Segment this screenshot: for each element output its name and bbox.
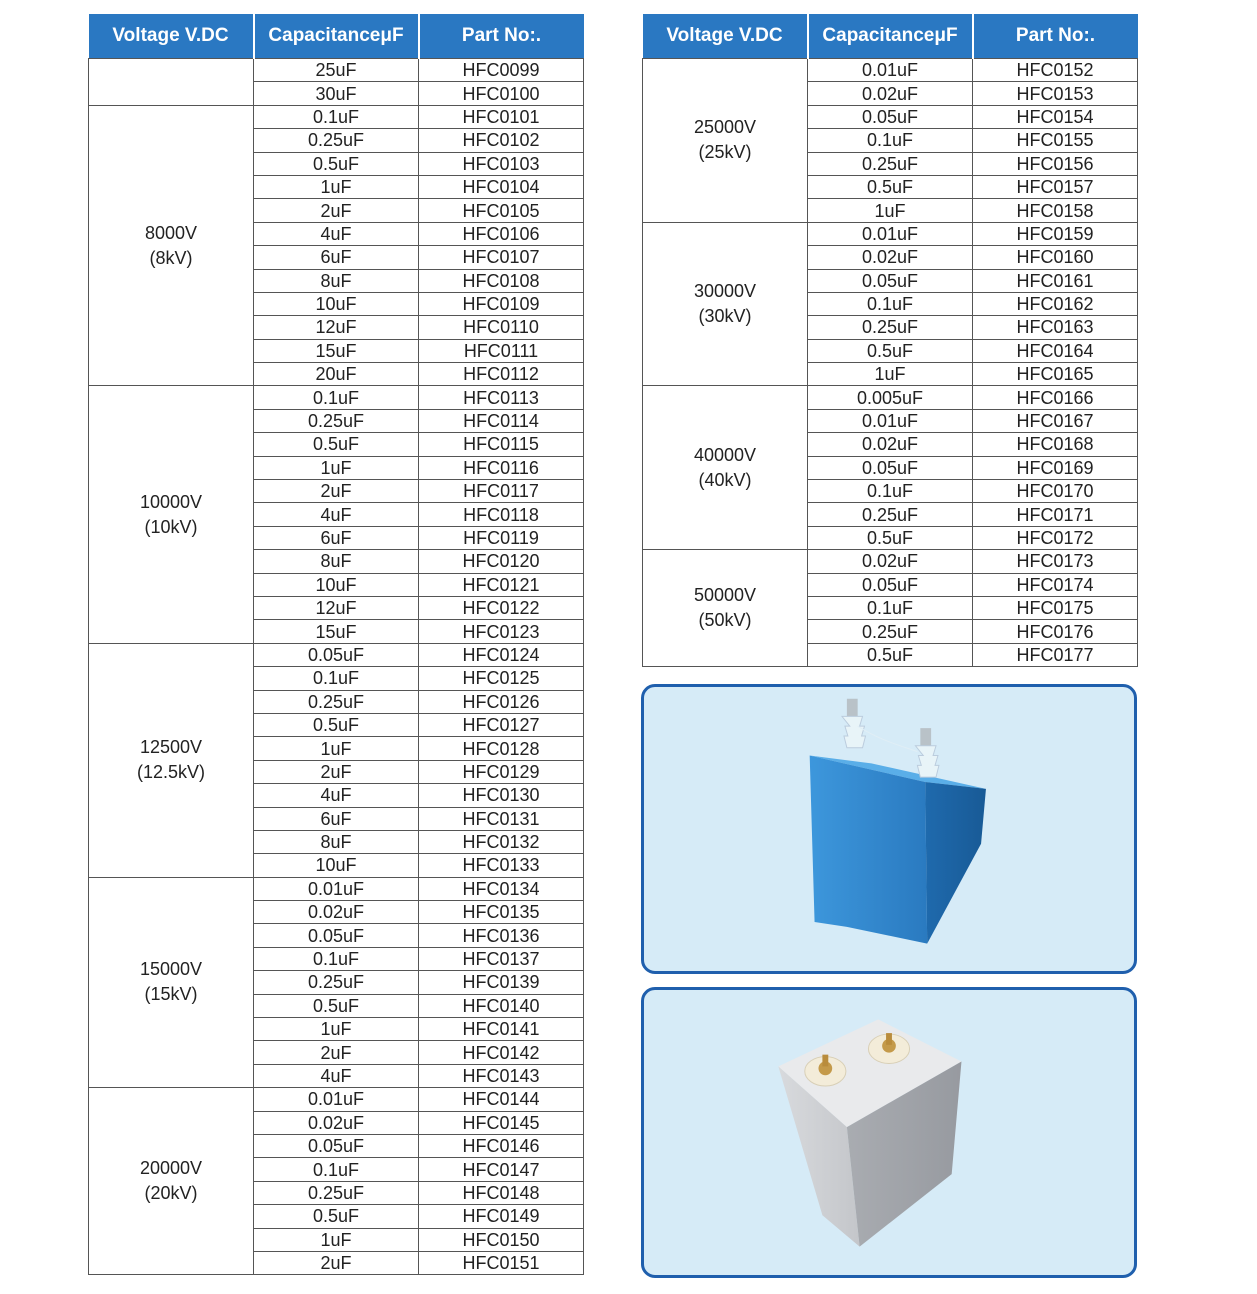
part-number-cell: HFC0177: [973, 643, 1138, 666]
voltage-kv: (8kV): [149, 247, 193, 268]
part-number-cell: HFC0156: [973, 152, 1138, 175]
table-row: [89, 59, 584, 82]
table-row: [89, 386, 584, 409]
part-number-cell: HFC0151: [419, 1251, 584, 1274]
part-number-cell: HFC0143: [419, 1064, 584, 1087]
voltage-value: 20000V: [139, 1158, 203, 1179]
left-spec-table: [88, 14, 584, 1275]
part-number-cell: HFC0111: [419, 339, 584, 362]
part-number-cell: HFC0172: [973, 526, 1138, 549]
part-number-cell: HFC0136: [419, 924, 584, 947]
capacitance-cell: 8uF: [254, 269, 419, 292]
capacitance-cell: 4uF: [254, 1064, 419, 1087]
part-number-cell: HFC0127: [419, 713, 584, 736]
part-number-cell: HFC0108: [419, 269, 584, 292]
part-number-cell: HFC0162: [973, 292, 1138, 315]
part-number-cell: HFC0161: [973, 269, 1138, 292]
voltage-cell: [89, 105, 254, 386]
part-number-cell: HFC0100: [419, 82, 584, 105]
capacitance-cell: 4uF: [254, 503, 419, 526]
voltage-cell: [89, 386, 254, 643]
capacitance-cell: 25uF: [254, 59, 419, 82]
part-number-cell: HFC0139: [419, 971, 584, 994]
capacitance-cell: 0.1uF: [808, 596, 973, 619]
voltage-value: 25000V: [693, 117, 757, 138]
part-number-cell: HFC0176: [973, 620, 1138, 643]
part-number-cell: HFC0121: [419, 573, 584, 596]
capacitance-cell: 0.25uF: [254, 409, 419, 432]
voltage-value: 10000V: [139, 491, 203, 512]
capacitance-cell: 0.05uF: [808, 269, 973, 292]
part-number-cell: HFC0144: [419, 1088, 584, 1111]
part-number-cell: HFC0099: [419, 59, 584, 82]
header-voltage: Voltage V.DC: [643, 14, 808, 59]
table-row: [643, 550, 1138, 573]
capacitance-cell: 10uF: [254, 292, 419, 315]
part-number-cell: HFC0125: [419, 667, 584, 690]
capacitance-cell: 6uF: [254, 807, 419, 830]
capacitance-cell: 1uF: [808, 363, 973, 386]
capacitance-cell: 0.01uF: [254, 1088, 419, 1111]
capacitance-cell: 0.5uF: [808, 175, 973, 198]
voltage-kv: (40kV): [698, 469, 752, 490]
table-row: [89, 105, 584, 128]
capacitance-cell: 4uF: [254, 222, 419, 245]
capacitance-cell: 0.25uF: [808, 503, 973, 526]
capacitance-cell: 0.005uF: [808, 386, 973, 409]
part-number-cell: HFC0158: [973, 199, 1138, 222]
capacitance-cell: 12uF: [254, 596, 419, 619]
capacitance-cell: 0.05uF: [808, 573, 973, 596]
header-voltage: Voltage V.DC: [89, 14, 254, 59]
capacitance-cell: 0.25uF: [808, 316, 973, 339]
table-row: [89, 1088, 584, 1111]
capacitance-cell: 1uF: [254, 1228, 419, 1251]
capacitance-cell: 0.02uF: [808, 246, 973, 269]
capacitance-cell: 0.25uF: [254, 971, 419, 994]
capacitance-cell: 0.05uF: [254, 643, 419, 666]
capacitance-cell: 1uF: [808, 199, 973, 222]
part-number-cell: HFC0124: [419, 643, 584, 666]
capacitance-cell: 1uF: [254, 456, 419, 479]
part-number-cell: HFC0107: [419, 246, 584, 269]
voltage-cell: [643, 59, 808, 223]
voltage-cell: [89, 1088, 254, 1275]
table-row: [89, 643, 584, 666]
capacitance-cell: 0.02uF: [808, 550, 973, 573]
part-number-cell: HFC0135: [419, 901, 584, 924]
part-number-cell: HFC0159: [973, 222, 1138, 245]
part-number-cell: HFC0130: [419, 784, 584, 807]
capacitance-cell: 6uF: [254, 246, 419, 269]
voltage-value: 8000V: [144, 222, 198, 243]
part-number-cell: HFC0112: [419, 363, 584, 386]
part-number-cell: HFC0164: [973, 339, 1138, 362]
part-number-cell: HFC0109: [419, 292, 584, 315]
part-number-cell: HFC0133: [419, 854, 584, 877]
voltage-value: 30000V: [693, 281, 757, 302]
part-number-cell: HFC0157: [973, 175, 1138, 198]
capacitance-cell: 0.5uF: [254, 1205, 419, 1228]
grey-capacitor-image: [644, 990, 1134, 1275]
capacitance-cell: 2uF: [254, 199, 419, 222]
part-number-cell: HFC0118: [419, 503, 584, 526]
capacitance-cell: 10uF: [254, 573, 419, 596]
part-number-cell: HFC0174: [973, 573, 1138, 596]
blue-capacitor-photo-panel: [641, 684, 1137, 974]
capacitance-cell: 0.02uF: [254, 1111, 419, 1134]
part-number-cell: HFC0148: [419, 1181, 584, 1204]
capacitance-cell: 2uF: [254, 1041, 419, 1064]
part-number-cell: HFC0150: [419, 1228, 584, 1251]
grey-capacitor-photo-panel: [641, 987, 1137, 1278]
capacitance-cell: 0.5uF: [254, 433, 419, 456]
voltage-kv: (12.5kV): [136, 762, 206, 783]
capacitance-cell: 0.1uF: [808, 480, 973, 503]
capacitance-cell: 0.1uF: [254, 105, 419, 128]
voltage-value: 50000V: [693, 585, 757, 606]
capacitance-cell: 2uF: [254, 480, 419, 503]
header-row: [643, 14, 1138, 59]
capacitance-cell: 1uF: [254, 1018, 419, 1041]
part-number-cell: HFC0168: [973, 433, 1138, 456]
voltage-cell: [89, 877, 254, 1088]
capacitance-cell: 20uF: [254, 363, 419, 386]
part-number-cell: HFC0147: [419, 1158, 584, 1181]
capacitance-cell: 0.1uF: [254, 667, 419, 690]
part-number-cell: HFC0166: [973, 386, 1138, 409]
part-number-cell: HFC0106: [419, 222, 584, 245]
part-number-cell: HFC0116: [419, 456, 584, 479]
capacitance-cell: 0.25uF: [808, 152, 973, 175]
capacitance-cell: 0.25uF: [808, 620, 973, 643]
capacitance-cell: 0.1uF: [254, 386, 419, 409]
capacitance-cell: 0.25uF: [254, 129, 419, 152]
capacitance-cell: 15uF: [254, 339, 419, 362]
part-number-cell: HFC0105: [419, 199, 584, 222]
capacitance-cell: 0.5uF: [254, 713, 419, 736]
part-number-cell: HFC0142: [419, 1041, 584, 1064]
voltage-value: 15000V: [139, 959, 203, 980]
part-number-cell: HFC0154: [973, 105, 1138, 128]
voltage-cell: [643, 550, 808, 667]
header-capacitance: CapacitanceμF: [808, 14, 973, 59]
right-table-body: [643, 59, 1138, 667]
capacitance-cell: 0.1uF: [254, 1158, 419, 1181]
capacitance-cell: 0.5uF: [808, 643, 973, 666]
capacitance-cell: 8uF: [254, 830, 419, 853]
part-number-cell: HFC0173: [973, 550, 1138, 573]
capacitance-cell: 0.5uF: [808, 526, 973, 549]
part-number-cell: HFC0101: [419, 105, 584, 128]
part-number-cell: HFC0145: [419, 1111, 584, 1134]
part-number-cell: HFC0153: [973, 82, 1138, 105]
part-number-cell: HFC0149: [419, 1205, 584, 1228]
part-number-cell: HFC0114: [419, 409, 584, 432]
voltage-kv: (30kV): [698, 306, 752, 327]
capacitance-cell: 0.02uF: [808, 82, 973, 105]
voltage-kv: (15kV): [144, 984, 198, 1005]
capacitance-cell: 0.05uF: [808, 105, 973, 128]
capacitance-cell: 0.02uF: [808, 433, 973, 456]
right-spec-table: [642, 14, 1138, 667]
capacitance-cell: 0.5uF: [254, 994, 419, 1017]
voltage-cell: [643, 222, 808, 386]
part-number-cell: HFC0160: [973, 246, 1138, 269]
capacitance-cell: 0.1uF: [808, 129, 973, 152]
left-table-body: [89, 59, 584, 1275]
capacitance-cell: 10uF: [254, 854, 419, 877]
table-row: [643, 386, 1138, 409]
part-number-cell: HFC0126: [419, 690, 584, 713]
capacitance-cell: 0.05uF: [254, 924, 419, 947]
part-number-cell: HFC0152: [973, 59, 1138, 82]
capacitance-cell: 2uF: [254, 760, 419, 783]
header-row: [89, 14, 584, 59]
part-number-cell: HFC0155: [973, 129, 1138, 152]
part-number-cell: HFC0117: [419, 480, 584, 503]
part-number-cell: HFC0110: [419, 316, 584, 339]
table-row: [89, 877, 584, 900]
voltage-kv: (25kV): [698, 142, 752, 163]
capacitance-cell: 0.01uF: [254, 877, 419, 900]
voltage-value: 12500V: [139, 737, 203, 758]
voltage-kv: (20kV): [144, 1183, 198, 1204]
part-number-cell: HFC0113: [419, 386, 584, 409]
part-number-cell: HFC0146: [419, 1134, 584, 1157]
table-row: [643, 222, 1138, 245]
part-number-cell: HFC0165: [973, 363, 1138, 386]
part-number-cell: HFC0102: [419, 129, 584, 152]
part-number-cell: HFC0120: [419, 550, 584, 573]
part-number-cell: HFC0134: [419, 877, 584, 900]
part-number-cell: HFC0137: [419, 947, 584, 970]
table-row: [643, 59, 1138, 82]
part-number-cell: HFC0175: [973, 596, 1138, 619]
capacitance-cell: 0.05uF: [808, 456, 973, 479]
part-number-cell: HFC0131: [419, 807, 584, 830]
header-part-no: Part No:.: [973, 14, 1138, 59]
capacitance-cell: 0.5uF: [254, 152, 419, 175]
capacitance-cell: 0.25uF: [254, 690, 419, 713]
capacitance-cell: 30uF: [254, 82, 419, 105]
capacitance-cell: 8uF: [254, 550, 419, 573]
terminal-right: [915, 728, 939, 777]
voltage-kv: (10kV): [144, 516, 198, 537]
part-number-cell: HFC0122: [419, 596, 584, 619]
part-number-cell: HFC0103: [419, 152, 584, 175]
capacitance-cell: 15uF: [254, 620, 419, 643]
capacitance-cell: 6uF: [254, 526, 419, 549]
capacitance-cell: 0.01uF: [808, 222, 973, 245]
voltage-cell: [643, 386, 808, 550]
part-number-cell: HFC0128: [419, 737, 584, 760]
part-number-cell: HFC0115: [419, 433, 584, 456]
voltage-cell: [89, 59, 254, 106]
part-number-cell: HFC0140: [419, 994, 584, 1017]
capacitance-cell: 0.02uF: [254, 901, 419, 924]
capacitance-cell: 0.01uF: [808, 59, 973, 82]
capacitance-cell: 1uF: [254, 175, 419, 198]
part-number-cell: HFC0104: [419, 175, 584, 198]
capacitance-cell: 0.05uF: [254, 1134, 419, 1157]
capacitance-cell: 1uF: [254, 737, 419, 760]
header-part-no: Part No:.: [419, 14, 584, 59]
header-capacitance: CapacitanceμF: [254, 14, 419, 59]
part-number-cell: HFC0141: [419, 1018, 584, 1041]
capacitance-cell: 0.01uF: [808, 409, 973, 432]
part-number-cell: HFC0171: [973, 503, 1138, 526]
capacitance-cell: 12uF: [254, 316, 419, 339]
blue-capacitor-image: [644, 687, 1134, 971]
capacitance-cell: 2uF: [254, 1251, 419, 1274]
voltage-cell: [89, 643, 254, 877]
part-number-cell: HFC0169: [973, 456, 1138, 479]
part-number-cell: HFC0132: [419, 830, 584, 853]
capacitance-cell: 0.1uF: [254, 947, 419, 970]
part-number-cell: HFC0170: [973, 480, 1138, 503]
capacitance-cell: 0.5uF: [808, 339, 973, 362]
capacitance-cell: 0.25uF: [254, 1181, 419, 1204]
terminal-left: [842, 699, 866, 748]
part-number-cell: HFC0167: [973, 409, 1138, 432]
capacitance-cell: 4uF: [254, 784, 419, 807]
part-number-cell: HFC0123: [419, 620, 584, 643]
voltage-kv: (50kV): [698, 610, 752, 631]
part-number-cell: HFC0129: [419, 760, 584, 783]
voltage-value: 40000V: [693, 444, 757, 465]
part-number-cell: HFC0119: [419, 526, 584, 549]
capacitance-cell: 0.1uF: [808, 292, 973, 315]
part-number-cell: HFC0163: [973, 316, 1138, 339]
